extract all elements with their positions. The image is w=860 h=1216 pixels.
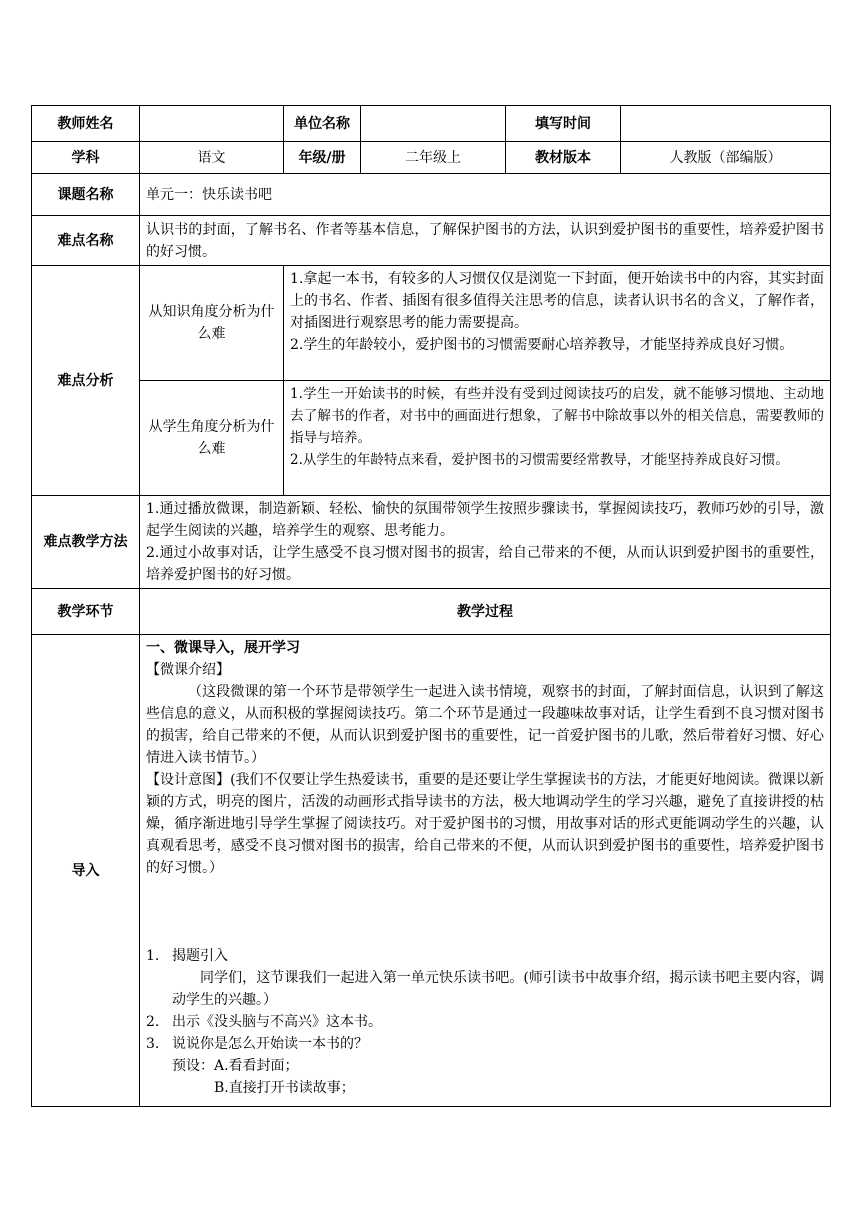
- section-title: 一、微课导入，展开学习: [146, 640, 300, 656]
- knowledge-angle-label: 从知识角度分析为什么难: [140, 266, 284, 381]
- student-angle-label: 从学生角度分析为什么难: [140, 381, 284, 496]
- subject-label: 学科: [32, 142, 140, 174]
- knowledge-item: 2.学生的年龄较小，爱护图书的习惯需要耐心培养教导，才能坚持养成良好习惯。: [290, 337, 794, 353]
- unit-label: 单位名称: [284, 106, 361, 142]
- edition-value: 人教版（部编版）: [621, 142, 831, 174]
- step-item: [146, 1011, 824, 1033]
- difficulty-row: [32, 216, 831, 266]
- step-item: [146, 945, 824, 1011]
- header-row-2: [32, 142, 831, 174]
- intro-content: [140, 635, 831, 1107]
- teacher-value[interactable]: [140, 106, 284, 142]
- difficulty-value: 认识书的封面，了解书名、作者等基本信息，了解保护图书的方法，认识到爱护图书的重要性，培养爱护图书的好习惯。: [140, 216, 831, 266]
- date-label: 填写时间: [506, 106, 621, 142]
- lesson-plan-table: [31, 105, 831, 1107]
- step-title: 揭题引入: [172, 948, 228, 964]
- design-text: (我们不仅要让学生热爱读书，重要的是还要让学生掌握读书的方法，才能更好地阅读。微课以新颖的方式，明亮的图片，活泼的动画形式指导读书的方法，极大地调动学生的学习兴趣，避免了直接讲授的枯燥，循序渐进地引导学生掌握了阅读技巧。对于爱护图书的习惯，用故事对话的形式更能调动学生的兴趣，认真观看思考，感受不良习惯对图书的损害，给自己带来的不便，从而认识到爱护图书的重要性，培养爱护图书的好习惯。）: [146, 772, 825, 876]
- date-value[interactable]: [621, 106, 831, 142]
- method-item: 2.通过小故事对话，让学生感受不良习惯对图书的损害，给自己带来的不便，从而认识到爱护图书的重要性，培养爱护图书的好习惯。: [146, 545, 824, 583]
- difficulty-label: 难点名称: [32, 216, 140, 266]
- step-item: [146, 1033, 824, 1055]
- knowledge-item: 1.拿起一本书，有较多的人习惯仅仅是浏览一下封面，便开始读书中的内容，其实封面上的书名、作者、插图有很多值得关注思考的信息，读者认识书名的含义，了解作者，对插图进行观察思考的能力需要提高。: [290, 271, 824, 331]
- topic-row: [32, 174, 831, 216]
- preset-label: 预设：: [172, 1058, 214, 1074]
- step-detail: 同学们，这节课我们一起进入第一单元快乐读书吧。(师引读书中故事介绍，揭示读书吧主要内容，调动学生的兴趣。）: [172, 970, 824, 1008]
- method-label: 难点教学方法: [32, 496, 140, 589]
- step-title: 出示《没头脑与不高兴》这本书。: [172, 1014, 382, 1030]
- stage-header: 教学环节: [32, 589, 140, 635]
- student-item: 1.学生一开始读书的时候，有些并没有受到过阅读技巧的启发，就不能够习惯地、主动地去了解书的作者，对书中的画面进行想象，了解书中除故事以外的相关信息，需要教师的指导与培养。: [290, 386, 824, 446]
- student-analysis: [284, 381, 831, 496]
- knowledge-analysis: [284, 266, 831, 381]
- analysis-row-student: [32, 381, 831, 496]
- method-content: [140, 496, 831, 589]
- step-number: 3.: [146, 1036, 160, 1052]
- teacher-label: 教师姓名: [32, 106, 140, 142]
- method-row: [32, 496, 831, 589]
- preset-b: B.直接打开书读故事；: [214, 1080, 355, 1096]
- method-item: 1.通过播放微课，制造新颖、轻松、愉快的氛围带领学生按照步骤读书，掌握阅读技巧，教师巧妙的引导，激起学生阅读的兴趣，培养学生的观察、思考能力。: [146, 501, 824, 539]
- edition-label: 教材版本: [506, 142, 621, 174]
- student-item: 2.从学生的年龄特点来看，爱护图书的习惯需要经常教导，才能坚持养成良好习惯。: [290, 452, 789, 468]
- micro-title: 【微课介绍】: [146, 662, 230, 678]
- grade-value: 二年级上: [361, 142, 506, 174]
- design-paragraph: [146, 769, 824, 879]
- preset-line: [146, 1055, 824, 1077]
- analysis-label: 难点分析: [32, 266, 140, 496]
- micro-text: （这段微课的第一个环节是带领学生一起进入读书情境，观察书的封面，了解封面信息，认识到了解这些信息的意义，从而积极的掌握阅读技巧。第二个环节是通过一段趣味故事对话，让学生看到不良习惯对图书的损害，给自己带来的不便，从而认识到爱护图书的重要性，记一首爱护图书的儿歌，然后带着好习惯、好心情进入读书情节。）: [146, 684, 824, 766]
- subject-value: 语文: [140, 142, 284, 174]
- topic-value: 单元一：快乐读书吧: [140, 174, 831, 216]
- intro-stage-label: 导入: [32, 635, 140, 1107]
- intro-row: [32, 635, 831, 1107]
- analysis-row-knowledge: [32, 266, 831, 381]
- unit-value[interactable]: [361, 106, 506, 142]
- step-number: 1.: [146, 948, 160, 964]
- process-header: 教学过程: [140, 589, 831, 635]
- step-title: 说说你是怎么开始读一本书的？: [172, 1036, 368, 1052]
- process-header-row: [32, 589, 831, 635]
- design-title: 【设计意图】: [146, 772, 231, 788]
- topic-label: 课题名称: [32, 174, 140, 216]
- preset-a: A.看看封面；: [214, 1058, 299, 1074]
- header-row-1: [32, 106, 831, 142]
- grade-label: 年级/册: [284, 142, 361, 174]
- step-number: 2.: [146, 1014, 160, 1030]
